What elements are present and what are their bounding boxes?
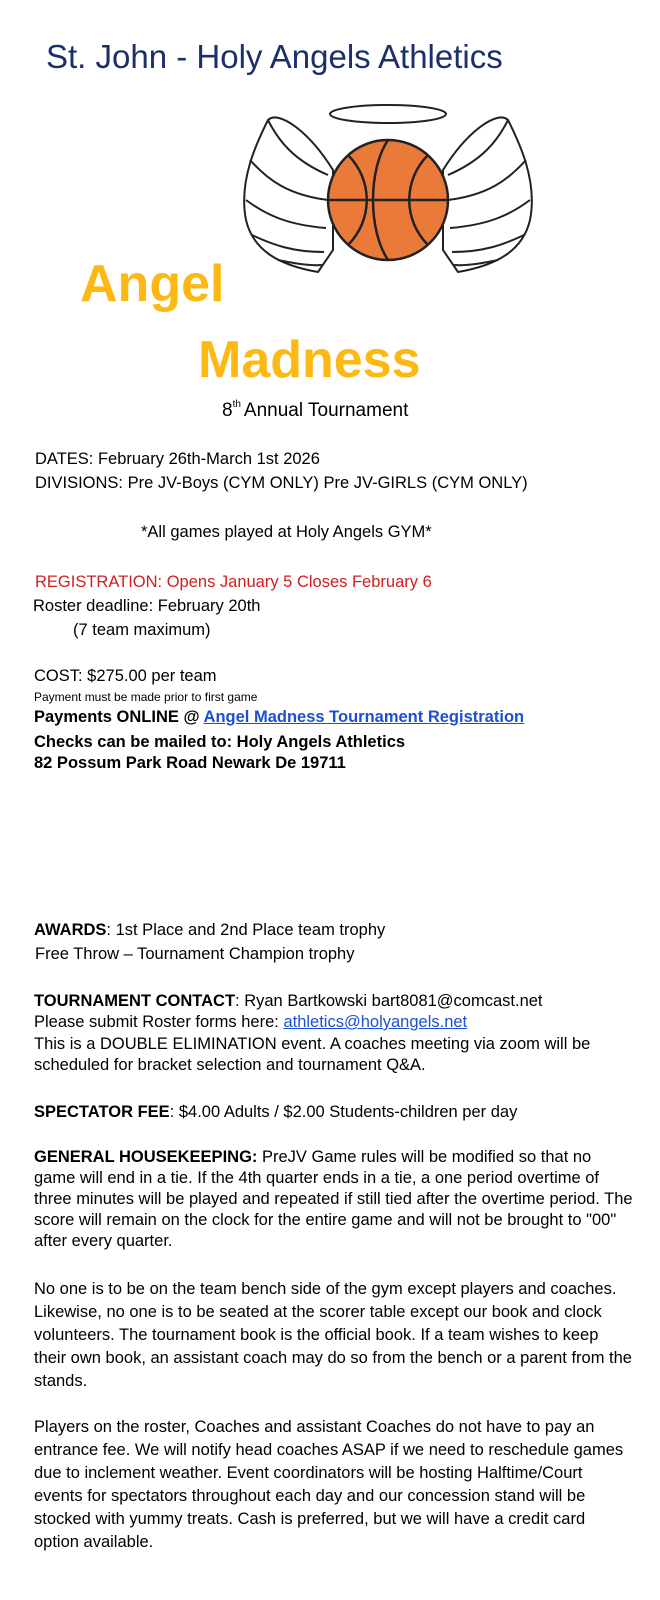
spectator-label: SPECTATOR FEE: [34, 1103, 170, 1121]
event-title-line2: Madness: [198, 331, 421, 389]
double-elimination-paragraph: This is a DOUBLE ELIMINATION event. A coaches meeting via zoom will be scheduled for bracket selection and tournament Q&A.: [34, 1035, 591, 1074]
awards-label: AWARDS: [34, 921, 107, 939]
roster-email-link[interactable]: athletics@holyangels.net: [283, 1013, 468, 1031]
dates-line: DATES: February 26th-March 1st 2026: [35, 450, 320, 468]
org-title: St. John - Holy Angels Athletics: [46, 38, 503, 75]
registration-link[interactable]: Angel Madness Tournament Registration: [203, 708, 525, 726]
payments-online-line: [34, 708, 524, 727]
players-paragraph: Players on the roster, Coaches and assistant Coaches do not have to pay an entrance fee. We will notify head coaches ASAP if we need to reschedule games due to inclement weather. Event coordinators will be hosting Halftime/Court events for spectators throughout each day and our concession stand will be stocked with yummy treats. Cash is preferred, but we will have a credit card option available.: [34, 1418, 624, 1551]
winged-basketball-icon: [238, 100, 538, 290]
event-title-line1: Angel: [80, 255, 225, 313]
awards-text: : 1st Place and 2nd Place team trophy: [106, 921, 386, 939]
contact-label: TOURNAMENT CONTACT: [34, 992, 236, 1010]
payment-note: Payment must be made prior to first game: [34, 690, 258, 704]
housekeeping-paragraph: [34, 1147, 634, 1252]
annual-number: 8: [222, 400, 233, 421]
roster-deadline-line: Roster deadline: February 20th: [33, 597, 261, 615]
contact-line: [34, 992, 543, 1011]
spectator-text: : $4.00 Adults / $2.00 Students-children per day: [169, 1103, 518, 1121]
contact-text: : Ryan Bartkowski bart8081@comcast.net: [235, 992, 543, 1010]
registration-line: REGISTRATION: Opens January 5 Closes February 6: [35, 573, 432, 591]
cost-line: COST: $275.00 per team: [34, 667, 217, 685]
free-throw-line: Free Throw – Tournament Champion trophy: [35, 945, 355, 963]
bench-paragraph: No one is to be on the team bench side of the gym except players and coaches. Likewise, no one is to be seated at the scorer table except our book and clock volunteers. The tournament book is the official book. If a team wishes to keep their own book, an assistant coach may do so from the bench or a parent from the stands.: [34, 1280, 632, 1390]
spectator-fee-line: [34, 1103, 517, 1122]
roster-submit-line: [34, 1013, 467, 1032]
venue-line: *All games played at Holy Angels GYM*: [141, 523, 432, 541]
housekeeping-text: PreJV Game rules will be modified so that no game will end in a tie. If the 4th quarter ends in a tie, a one period overtime of three minutes will be played and repeated if still tied after the overtime period. The score will remain on the clock for the entire game and will not be brought to "00" after every quarter.: [34, 1148, 633, 1250]
annual-tournament-heading: [222, 399, 408, 422]
roster-submit-text: Please submit Roster forms here:: [34, 1013, 284, 1031]
awards-line: [34, 921, 385, 940]
divisions-line: DIVISIONS: Pre JV-Boys (CYM ONLY) Pre JV-GIRLS (CYM ONLY): [35, 474, 528, 492]
payments-online-label: Payments ONLINE @: [34, 708, 204, 726]
housekeeping-label: GENERAL HOUSEKEEPING:: [34, 1148, 258, 1166]
annual-suffix: th: [232, 399, 241, 410]
team-max-line: (7 team maximum): [73, 621, 211, 639]
address-line: 82 Possum Park Road Newark De 19711: [34, 754, 346, 772]
annual-text: Annual Tournament: [243, 400, 409, 421]
checks-line: Checks can be mailed to: Holy Angels Athletics: [34, 733, 406, 751]
